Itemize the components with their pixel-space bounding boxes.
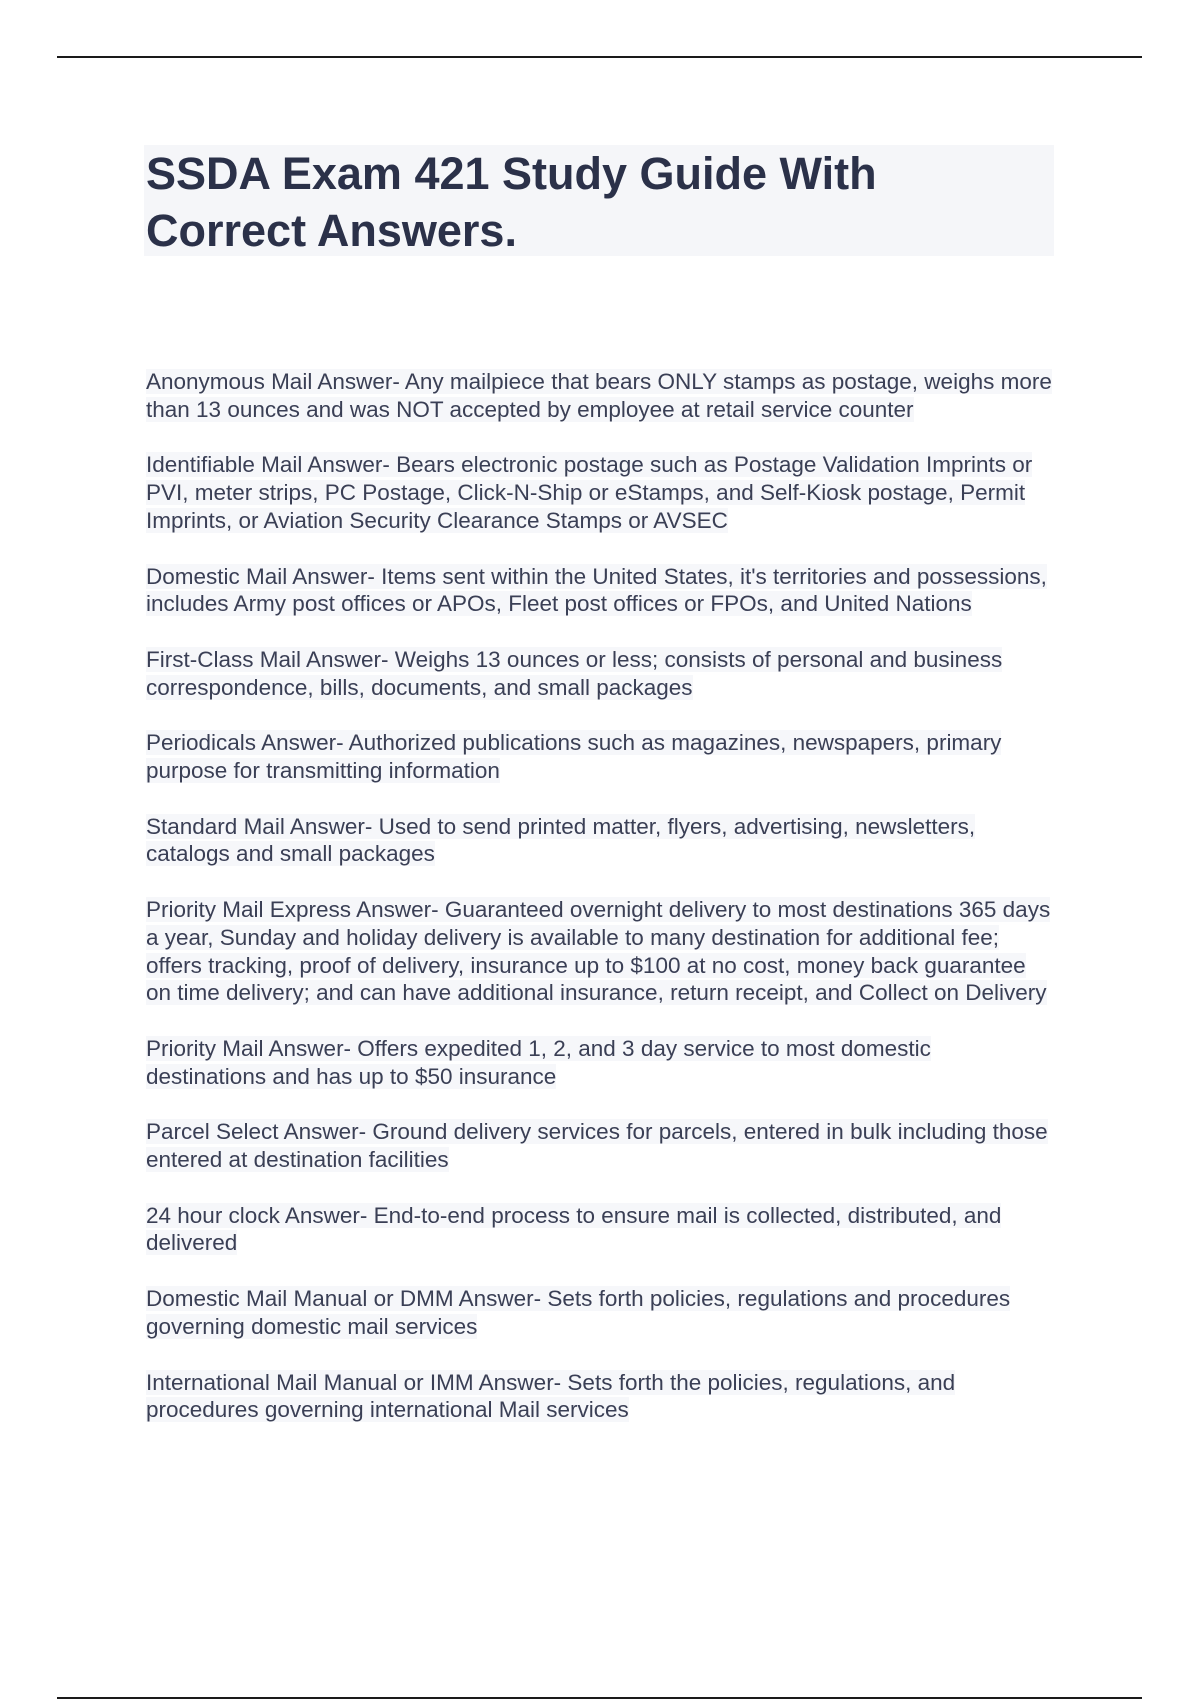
entry-item xyxy=(146,896,1056,1007)
entry-answer: Answer- Bears electronic postage such as Postage Validation Imprints or PVI, meter strips, PC Postage, Click-N-Ship or eStamps, and Self-Kiosk postage, Permit Imprints, or Aviation Security Clearance Stamps or AVSEC xyxy=(146,452,1033,533)
entry-answer: Answer- End-to-end process to ensure mail is collected, distributed, and delivered xyxy=(146,1202,1002,1256)
entry-item xyxy=(146,1369,1056,1424)
entry-term: Parcel Select xyxy=(146,1119,279,1145)
entry-answer: Answer- Authorized publications such as magazines, newspapers, primary purpose for transmitting information xyxy=(146,730,1002,784)
entry-term: International Mail Manual or IMM xyxy=(146,1369,474,1395)
entry-item xyxy=(146,563,1056,618)
entry-item xyxy=(146,1202,1056,1257)
entry-item xyxy=(146,368,1056,423)
entry-answer: Answer- Sets forth policies, regulations and procedures governing domestic mail services xyxy=(146,1286,1011,1339)
entry-answer: Answer- Weighs 13 ounces or less; consists of personal and business correspondence, bills, documents, and small packages xyxy=(146,646,1003,700)
entry-item xyxy=(146,1035,1056,1090)
entry-item xyxy=(146,1285,1056,1340)
entry-list xyxy=(146,368,1056,1452)
bottom-rule xyxy=(57,1697,1142,1699)
entry-term: Anonymous Mail xyxy=(146,369,313,394)
entry-answer: Answer- Used to send printed matter, flyers, advertising, newsletters, catalogs and small packages xyxy=(146,813,976,867)
entry-term: First-Class Mail xyxy=(146,646,301,672)
entry-term: Priority Mail xyxy=(146,1035,264,1061)
entry-term: Priority Mail Express xyxy=(146,897,352,923)
top-rule xyxy=(57,56,1142,58)
entry-term: Domestic Mail Manual or DMM xyxy=(146,1286,454,1312)
page-title: SSDA Exam 421 Study Guide With Correct Answers. xyxy=(146,148,877,256)
entry-item xyxy=(146,813,1056,868)
entry-term: Domestic Mail xyxy=(146,563,288,589)
entry-answer: Answer- Sets forth the policies, regulations, and procedures governing international Mail services xyxy=(146,1369,956,1423)
entry-answer: Answer- Any mailpiece that bears ONLY stamps as postage, weighs more than 13 ounces and was NOT accepted by employee at retail service counter xyxy=(146,369,1052,422)
entry-answer: Answer- Guaranteed overnight delivery to most destinations 365 days a year, Sunday and holiday delivery is available to many destination for additional fee; offers tracking, proof of delivery, insurance up to $100 at no cost, money back guarantee on time delivery; and can have additional insurance, return receipt, and Collect on Delivery xyxy=(146,897,1051,1006)
entry-answer: Answer- Offers expedited 1, 2, and 3 day service to most domestic destinations and has up to $50 insurance xyxy=(146,1035,931,1089)
entry-term: Periodicals xyxy=(146,730,257,756)
entry-item xyxy=(146,451,1056,534)
entry-term: Standard Mail xyxy=(146,813,285,839)
entry-answer: Answer- Items sent within the United States, it's territories and possessions, includes Army post offices or APOs, Fleet post offices or FPOs, and United Nations xyxy=(146,563,1047,617)
entry-item xyxy=(146,729,1056,784)
entry-answer: Answer- Ground delivery services for parcels, entered in bulk including those entered at destination facilities xyxy=(146,1119,1048,1173)
entry-item xyxy=(146,1118,1056,1173)
entry-term: Identifiable Mail xyxy=(146,452,303,478)
entry-term: 24 hour clock xyxy=(146,1202,280,1228)
entry-item xyxy=(146,646,1056,701)
